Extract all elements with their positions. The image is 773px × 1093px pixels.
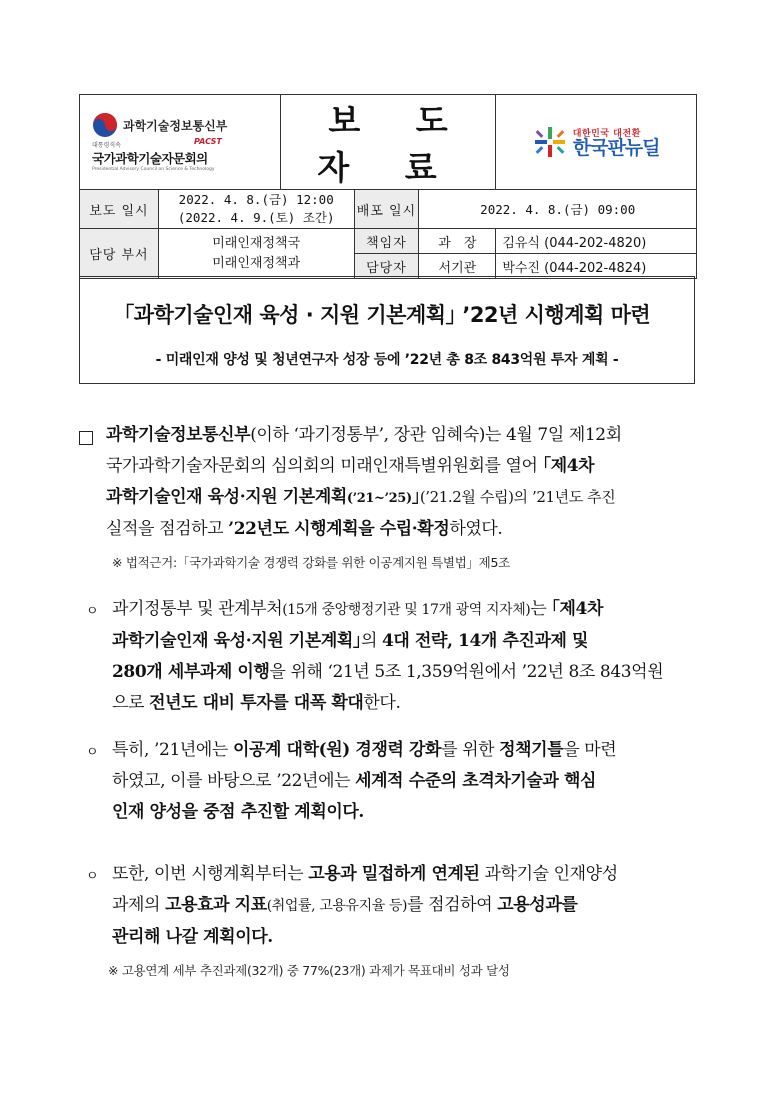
contact-label: 담당자: [354, 254, 419, 279]
p3-l1-bold2: 정책기틀: [499, 740, 564, 760]
council-small-label: 대통령직속: [92, 142, 121, 149]
taegeuk-emblem-icon: [92, 112, 118, 138]
p3-l1-text3: 을 마련: [563, 740, 617, 760]
responsible-name: 김유식 (044-202-4820): [496, 229, 697, 254]
checkbox-bullet-icon: [79, 431, 93, 445]
paragraph-4: [112, 859, 706, 953]
p3-l1-bold: 이공계 대학(원) 경쟁력 강화: [232, 740, 442, 760]
p2-l4-bold: 전년도 대비 투자를 대폭 확대: [149, 693, 364, 713]
ministry-logos-cell: [80, 95, 281, 190]
press-release-title: 보 도 자 료: [317, 101, 470, 187]
headline-title: ｢과학기술인재 육성 · 지원 기본계획｣ ’22년 시행계획 마련: [123, 303, 651, 327]
p2-l3-text: 을 위해 ‘21년 5조 1,359억원에서 ’22년 8조 843억원: [269, 662, 664, 682]
p3-l1-text: 특히, ’21년에는: [112, 740, 233, 760]
legal-basis-note: ※ 법적근거:「국가과학기술 경쟁력 강화를 위한 이공계지원 특별법」제5조: [112, 555, 510, 570]
p1-l1-text: (이하 ‘과기정통부’, 장관 임혜숙)는 4월 7일 제12회: [250, 425, 622, 445]
p2-l1-bold: ｢제4차: [551, 599, 603, 619]
council-name: 국가과학기술자문회의: [92, 151, 208, 166]
p4-l1-bold: 고용과 밀접하게 연계된: [308, 864, 480, 884]
report-time-row: [80, 190, 697, 229]
p2-l2-bold: 과학기술인재 육성·지원 기본계획｣: [112, 631, 361, 651]
responsible-row: [80, 229, 697, 254]
p1-l4-bold: ’22년도 시행계획을 수립·확정: [228, 519, 450, 539]
department-value: [158, 229, 354, 279]
p1-l2-text: 국가과학기술자문회의 심의회의 미래인재특별위원회를 열어: [106, 456, 543, 476]
report-time-2: (2022. 4. 9.(토) 조간): [177, 210, 335, 225]
p3-l3-bold: 인재 양성을 중점 추진할 계획이다.: [112, 802, 364, 822]
distribute-time-value: 2022. 4. 8.(금) 09:00: [419, 190, 697, 229]
responsible-label: 책임자: [354, 229, 419, 254]
p1-l4-end: 하였다.: [449, 519, 503, 539]
p2-l1-paren: (15개 중앙행정기관 및 17개 광역 지자체): [282, 602, 531, 618]
p4-l1-text: 또한, 이번 시행계획부터는: [112, 864, 309, 884]
p4-l2-paren: (취업률, 고용유지율 등): [266, 898, 408, 914]
headline-box: [79, 276, 695, 384]
responsible-title: 과 장: [419, 229, 496, 254]
ministry-name: 과학기술정보통신부: [123, 118, 228, 133]
p2-l4-text: 으로: [112, 693, 150, 713]
press-header-table: [79, 94, 697, 279]
p4-l2-text: 과제의: [112, 895, 166, 915]
p4-l1-text2: 과학기술 인재양성: [479, 864, 618, 884]
msit-logo: [92, 112, 280, 138]
p3-l2-bold: 세계적 수준의 초격차기술과 핵심: [355, 771, 596, 791]
p2-l1-text: 과기정통부 및 관계부처: [112, 599, 283, 619]
p4-l2-text2: 를 점검하여: [407, 895, 498, 915]
p1-l3-period: (’21~’25): [346, 491, 412, 506]
paragraph-3: [112, 735, 706, 828]
council-english-name: Presidential Advisory Council on Science & Technology: [92, 167, 215, 172]
p1-l3-bracket: ｣: [411, 487, 420, 507]
p4-l3-bold: 관리해 나갈 계획이다.: [112, 927, 273, 947]
p4-l2-bold: 고용효과 지표: [165, 895, 267, 915]
headline-subtitle: - 미래인재 양성 및 청년연구자 성장 등에 ’22년 총 8조 843억원 투자 계획 -: [155, 352, 619, 368]
p3-l2-text: 하였고, 이를 바탕으로 ’22년에는: [112, 771, 356, 791]
report-time-label: 보도 일시: [80, 190, 159, 229]
pacst-logo: [92, 137, 280, 172]
p2-l3-bold: 280개 세부과제 이행: [112, 662, 270, 682]
p1-subject: 과학기술정보통신부: [106, 425, 251, 445]
employment-note: ※ 고용연계 세부 추진과제(32개) 중 77%(23개) 과제가 목표대비 성과 달성: [108, 963, 510, 978]
p2-l2-bold2: 4대 전략, 14개 추진과제 및: [382, 631, 589, 651]
circle-bullet-icon: ㅇ: [86, 869, 99, 884]
circle-bullet-icon: ㅇ: [86, 745, 99, 760]
department-label: 담당 부서: [80, 229, 159, 279]
pacst-tag: PACST: [194, 137, 222, 146]
p1-l2-bold: ｢제4차: [542, 456, 595, 476]
p2-l1-text2: 는: [530, 599, 552, 619]
report-time-value: [158, 190, 354, 229]
press-title-cell: [280, 95, 496, 190]
logo-row: [80, 95, 697, 190]
new-deal-title: 한국판뉴딜: [572, 136, 660, 159]
department-2: 미래인재정책과: [212, 255, 301, 271]
korean-new-deal-cell: [496, 95, 697, 190]
paragraph-2: [112, 594, 706, 719]
p2-l4-end: 한다.: [363, 693, 401, 713]
korean-new-deal-logo: [496, 125, 696, 159]
new-deal-subtitle: 대한민국 대전환: [572, 128, 641, 139]
p1-l4-text: 실적을 점검하고: [106, 519, 229, 539]
report-time-1: 2022. 4. 8.(금) 12:00: [178, 192, 334, 207]
p2-l2-text: 의: [360, 631, 382, 651]
paragraph-1: [106, 420, 706, 545]
contact-title: 서기관: [419, 254, 496, 279]
p4-l2-bold2: 고용성과를: [497, 895, 578, 915]
p1-l3-bold: 과학기술인재 육성·지원 기본계획: [106, 487, 347, 507]
circle-bullet-icon: ㅇ: [86, 604, 99, 619]
distribute-time-label: 배포 일시: [354, 190, 419, 229]
p3-l1-text2: 를 위한: [441, 740, 500, 760]
contact-name: 박수진 (044-202-4824): [496, 254, 697, 279]
new-deal-spark-icon: [533, 125, 567, 159]
p1-l3-text: (’21.2월 수립)의 ’21년도 추진: [419, 488, 616, 506]
department-1: 미래인재정책국: [212, 235, 301, 251]
